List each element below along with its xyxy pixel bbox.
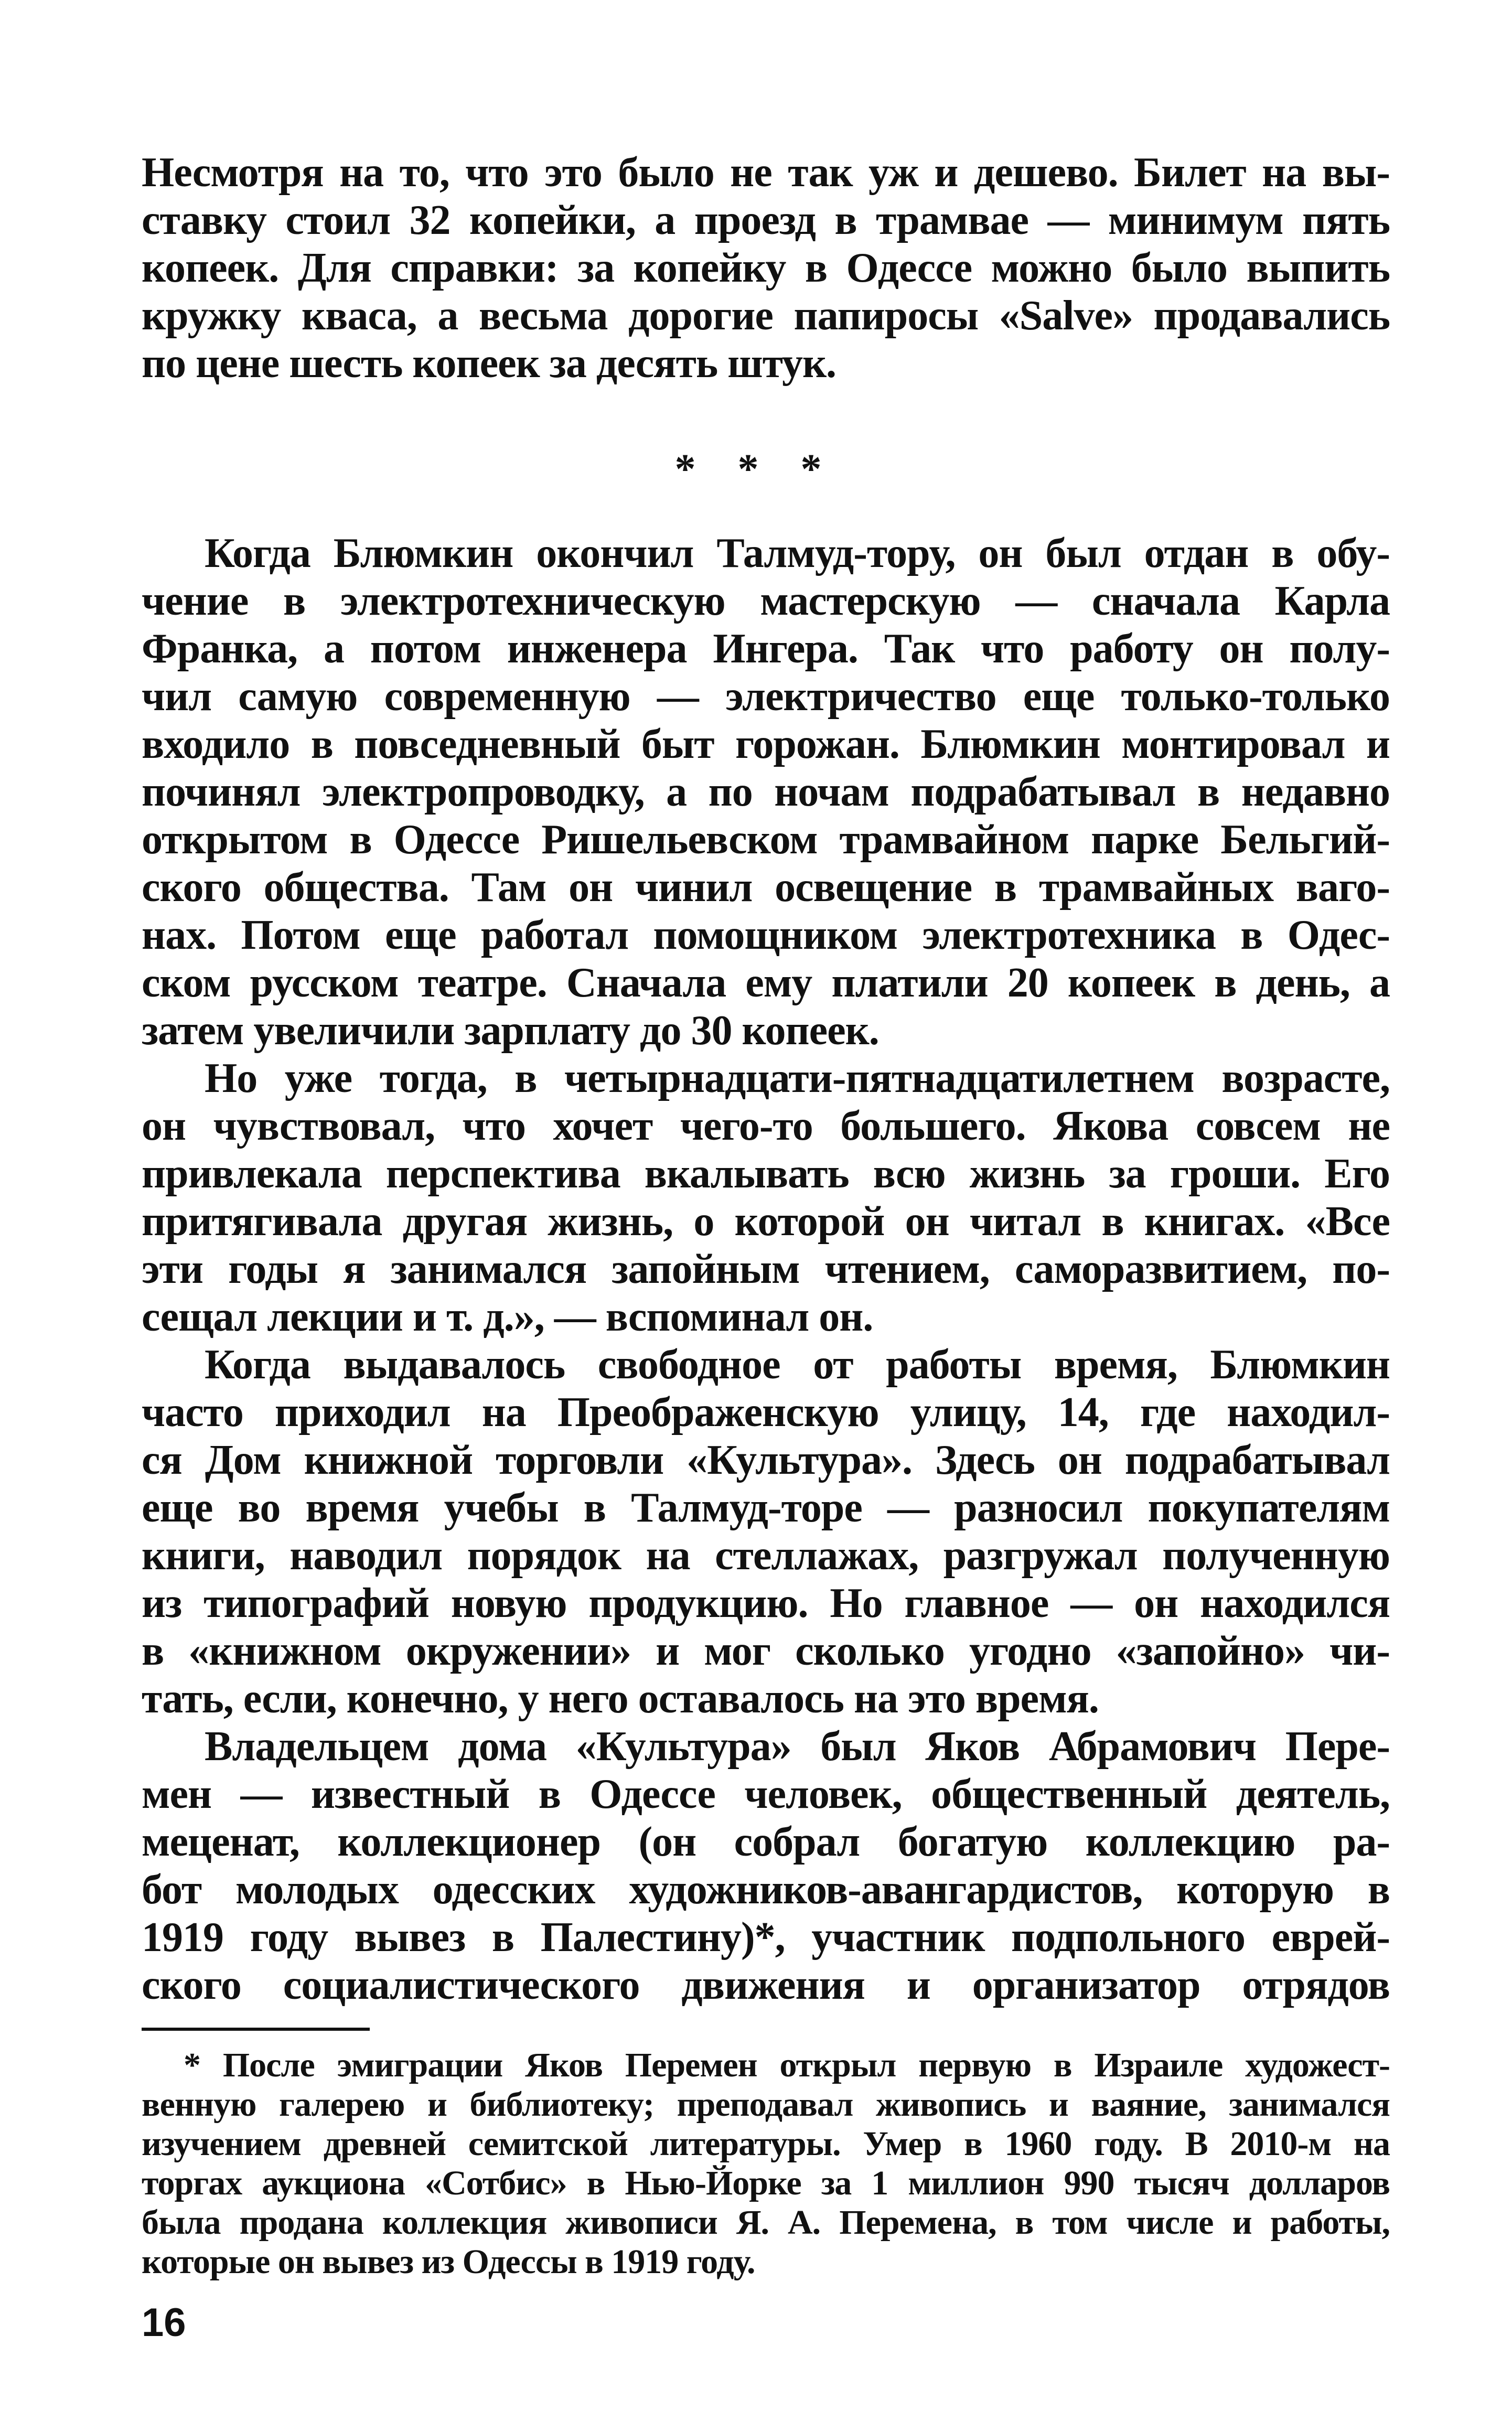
text-line: часто приходил на Преображенскую улицу, 14, где находил- bbox=[142, 1389, 1390, 1435]
text-line: ского социалистического движения и организатор отрядов bbox=[142, 1962, 1390, 2008]
text-line: венную галерею и библиотеку; преподавал живопись и ваяние, занимался bbox=[142, 2085, 1390, 2124]
text-line: эти годы я занимался запойным чтением, саморазвитием, по- bbox=[142, 1246, 1390, 1292]
text-line: входило в повседневный быт горожан. Блюмкин монтировал и bbox=[142, 721, 1390, 767]
page-number: 16 bbox=[142, 2300, 186, 2345]
footnote bbox=[142, 2045, 1390, 2281]
text-line: была продана коллекция живописи Я. А. Перемена, в том числе и работы, bbox=[142, 2203, 1390, 2242]
text-line: из типографий новую продукцию. Но главное — он находился bbox=[142, 1580, 1390, 1626]
text-line: книги, наводил порядок на стеллажах, разгружал полученную bbox=[142, 1533, 1390, 1579]
text-line: починял электропроводку, а по ночам подрабатывал в недавно bbox=[142, 769, 1390, 815]
text-line: ском русском театре. Сначала ему платили 20 копеек в день, а bbox=[142, 960, 1390, 1006]
text-line: 1919 году вывез в Палестину)*, участник подпольного еврей- bbox=[142, 1914, 1390, 1960]
paragraph bbox=[142, 530, 1390, 1055]
text-line: торгах аукциона «Сотбис» в Нью-Йорке за 1 миллион 990 тысяч долларов bbox=[142, 2164, 1390, 2202]
text-line: чил самую современную — электричество еще только-только bbox=[142, 673, 1390, 720]
paragraph bbox=[142, 1341, 1390, 1723]
text-line: затем увеличили зарплату до 30 копеек. bbox=[142, 1008, 879, 1054]
text-line: бот молодых одесских художников-авангардистов, которую в bbox=[142, 1867, 1390, 1913]
footnote-text bbox=[142, 2045, 1390, 2281]
paragraph bbox=[142, 1055, 1390, 1341]
text-line: Франка, а потом инженера Ингера. Так что работу он полу- bbox=[142, 626, 1390, 672]
footnote-divider bbox=[142, 2028, 370, 2031]
text-line: тать, если, конечно, у него оставалось на это время. bbox=[142, 1676, 1099, 1722]
main-text bbox=[142, 530, 1390, 2009]
text-line: Несмотря на то, что это было не так уж и дешево. Билет на вы- bbox=[142, 149, 1390, 196]
text-line: еще во время учебы в Талмуд-торе — разносил покупателям bbox=[142, 1485, 1390, 1531]
text-line: чение в электротехническую мастерскую — сначала Карла bbox=[142, 578, 1390, 624]
text-line: Когда Блюмкин окончил Талмуд-тору, он был отдан в обу- bbox=[205, 530, 1390, 576]
section-separator: * * * bbox=[674, 446, 838, 492]
text-line: ся Дом книжной торговли «Культура». Здесь он подрабатывал bbox=[142, 1437, 1390, 1483]
text-line: ставку стоил 32 копейки, а проезд в трамвае — минимум пять bbox=[142, 197, 1390, 243]
text-line: по цене шесть копеек за десять штук. bbox=[142, 340, 837, 387]
text-line: * После эмиграции Яков Перемен открыл первую в Израиле художест- bbox=[184, 2046, 1390, 2084]
text-line: изучением древней семитской литературы. Умер в 1960 году. В 2010-м на bbox=[142, 2125, 1390, 2163]
text-line: притягивала другая жизнь, о которой он читал в книгах. «Все bbox=[142, 1198, 1390, 1245]
text-line: ского общества. Там он чинил освещение в трамвайных ваго- bbox=[142, 864, 1390, 910]
text-line: мен — известный в Одессе человек, общественный деятель, bbox=[142, 1771, 1390, 1817]
text-line: в «книжном окружении» и мог сколько угодно «запойно» чи- bbox=[142, 1628, 1390, 1674]
text-line: копеек. Для справки: за копейку в Одессе можно было выпить bbox=[142, 245, 1390, 291]
text-line: Но уже тогда, в четырнадцати-пятнадцатилетнем возрасте, bbox=[205, 1055, 1390, 1101]
text-line: нах. Потом еще работал помощником электротехника в Одес- bbox=[142, 912, 1390, 958]
text-line: которые он вывез из Одессы в 1919 году. bbox=[142, 2243, 755, 2281]
text-line: кружку кваса, а весьма дорогие папиросы «Salve» продавались bbox=[142, 293, 1390, 339]
text-line: он чувствовал, что хочет чего-то большего. Якова совсем не bbox=[142, 1103, 1390, 1149]
text-line: привлекала перспектива вкалывать всю жизнь за гроши. Его bbox=[142, 1151, 1390, 1197]
text-line: меценат, коллекционер (он собрал богатую коллекцию ра- bbox=[142, 1819, 1390, 1865]
paragraph bbox=[142, 149, 1390, 388]
text-line: открытом в Одессе Ришельевском трамвайном парке Бельгий- bbox=[142, 817, 1390, 863]
paragraph bbox=[142, 1723, 1390, 2009]
text-line: Владельцем дома «Культура» был Яков Абрамович Пере- bbox=[205, 1723, 1390, 1770]
text-line: сещал лекции и т. д.», — вспоминал он. bbox=[142, 1294, 873, 1340]
text-line: Когда выдавалось свободное от работы время, Блюмкин bbox=[205, 1342, 1390, 1388]
intro-paragraph bbox=[142, 149, 1390, 388]
